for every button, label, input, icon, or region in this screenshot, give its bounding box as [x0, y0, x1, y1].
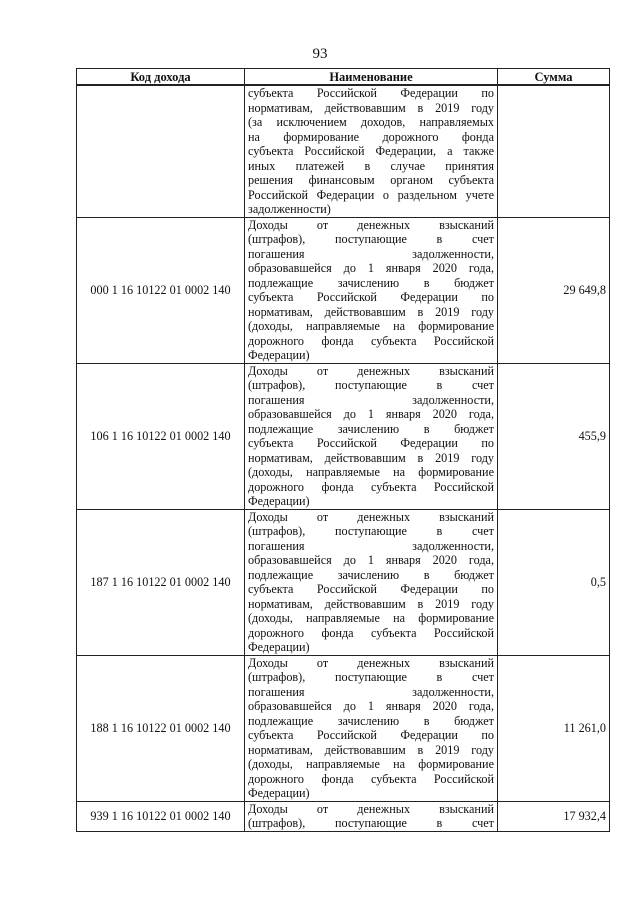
income-name-line: субъекта Российской Федерации по	[248, 290, 494, 304]
income-name-line: Российской Федерации о раздельном учете	[248, 187, 494, 202]
income-name-line: (доходы, направляемые на формирование	[248, 319, 494, 333]
income-name-line: (штрафов), поступающие в счет	[248, 378, 494, 392]
income-name-line: подлежащие зачислению в бюджет	[248, 567, 494, 582]
header-name: Наименование	[245, 69, 498, 86]
income-name-line: Федерации)	[248, 640, 310, 654]
table-row	[77, 217, 610, 363]
income-name-line: (штрафов), поступающие в счет	[248, 232, 494, 246]
income-code-cell: 939 1 16 10122 01 0002 140	[77, 801, 245, 831]
income-code-cell: 187 1 16 10122 01 0002 140	[77, 509, 245, 655]
income-name-line: нормативам, действовавшим в 2019 году	[248, 596, 494, 611]
income-name-line: погашения задолженности,	[248, 538, 494, 553]
income-name-line: субъекта Российской Федерации, а также	[248, 144, 494, 158]
income-name-cell	[245, 801, 498, 831]
amount-cell: 11 261,0	[498, 655, 610, 801]
income-name-line: Доходы от денежных взысканий	[248, 801, 494, 816]
income-name-line: дорожного фонда субъекта Российской	[248, 333, 494, 348]
income-name-line: (доходы, направляемые на формирование	[248, 465, 494, 479]
income-name-line: (доходы, направляемые на формирование	[248, 611, 494, 625]
income-name-line: Доходы от денежных взысканий	[248, 217, 494, 232]
income-name-cell	[245, 217, 498, 363]
table-row	[77, 85, 610, 217]
income-name-line: (доходы, направляемые на формирование	[248, 757, 494, 771]
income-name-line: погашения задолженности,	[248, 684, 494, 699]
income-name-line: решения финансовым органом субъекта	[248, 173, 494, 187]
income-name-line: дорожного фонда субъекта Российской	[248, 771, 494, 786]
revenue-table	[76, 68, 610, 832]
income-name-line: субъекта Российской Федерации по	[248, 436, 494, 450]
income-name-cell	[245, 85, 498, 217]
income-name-line: дорожного фонда субъекта Российской	[248, 625, 494, 640]
income-name-line: Доходы от денежных взысканий	[248, 509, 494, 524]
income-code-cell	[77, 85, 245, 217]
income-name-line: нормативам, действовавшим в 2019 году	[248, 742, 494, 757]
income-name-cell	[245, 363, 498, 509]
income-name-line: на формирование дорожного фонда	[248, 129, 494, 144]
income-name-line: погашения задолженности,	[248, 246, 494, 261]
amount-cell: 17 932,4	[498, 801, 610, 831]
table-row	[77, 363, 610, 509]
income-name-line: подлежащие зачислению в бюджет	[248, 713, 494, 728]
income-name-line: иных платежей в случае принятия	[248, 158, 494, 173]
income-name-line: (штрафов), поступающие в счет	[248, 670, 494, 684]
income-name-line: задолженности)	[248, 202, 331, 216]
income-name-line: (за исключением доходов, направляемых	[248, 115, 494, 129]
table-row	[77, 801, 610, 831]
income-name-line: образовавшейся до 1 января 2020 года,	[248, 407, 494, 421]
income-code-cell: 188 1 16 10122 01 0002 140	[77, 655, 245, 801]
table-row	[77, 655, 610, 801]
income-name-line: подлежащие зачислению в бюджет	[248, 421, 494, 436]
income-name-line: Федерации)	[248, 494, 310, 508]
income-name-line: подлежащие зачислению в бюджет	[248, 275, 494, 290]
income-code-cell: 000 1 16 10122 01 0002 140	[77, 217, 245, 363]
table-row	[77, 509, 610, 655]
income-code-cell: 106 1 16 10122 01 0002 140	[77, 363, 245, 509]
income-name-line: субъекта Российской Федерации по	[248, 582, 494, 596]
amount-cell: 455,9	[498, 363, 610, 509]
income-name-line: нормативам, действовавшим в 2019 году	[248, 450, 494, 465]
income-name-line: Доходы от денежных взысканий	[248, 363, 494, 378]
income-name-line: нормативам, действовавшим в 2019 году	[248, 304, 494, 319]
amount-cell: 29 649,8	[498, 217, 610, 363]
income-name-line: Федерации)	[248, 348, 310, 362]
income-name-line: образовавшейся до 1 января 2020 года,	[248, 261, 494, 275]
amount-cell	[498, 85, 610, 217]
header-sum: Сумма	[498, 69, 610, 86]
amount-cell: 0,5	[498, 509, 610, 655]
table-header-row	[77, 69, 610, 86]
income-name-line: Доходы от денежных взысканий	[248, 655, 494, 670]
income-name-line: образовавшейся до 1 января 2020 года,	[248, 553, 494, 567]
table-body	[77, 85, 610, 831]
income-name-line: субъекта Российской Федерации по	[248, 728, 494, 742]
header-code: Код дохода	[77, 69, 245, 86]
income-name-line: Федерации)	[248, 786, 310, 800]
income-name-cell	[245, 655, 498, 801]
income-name-line: образовавшейся до 1 января 2020 года,	[248, 699, 494, 713]
income-name-line: дорожного фонда субъекта Российской	[248, 479, 494, 494]
income-name-line: субъекта Российской Федерации по	[248, 86, 494, 100]
page-number: 93	[312, 46, 328, 62]
income-name-cell	[245, 509, 498, 655]
income-name-line: (штрафов), поступающие в счет	[248, 524, 494, 538]
income-name-line: погашения задолженности,	[248, 392, 494, 407]
income-name-line: (штрафов), поступающие в счет	[248, 816, 494, 830]
income-name-line: нормативам, действовавшим в 2019 году	[248, 100, 494, 115]
